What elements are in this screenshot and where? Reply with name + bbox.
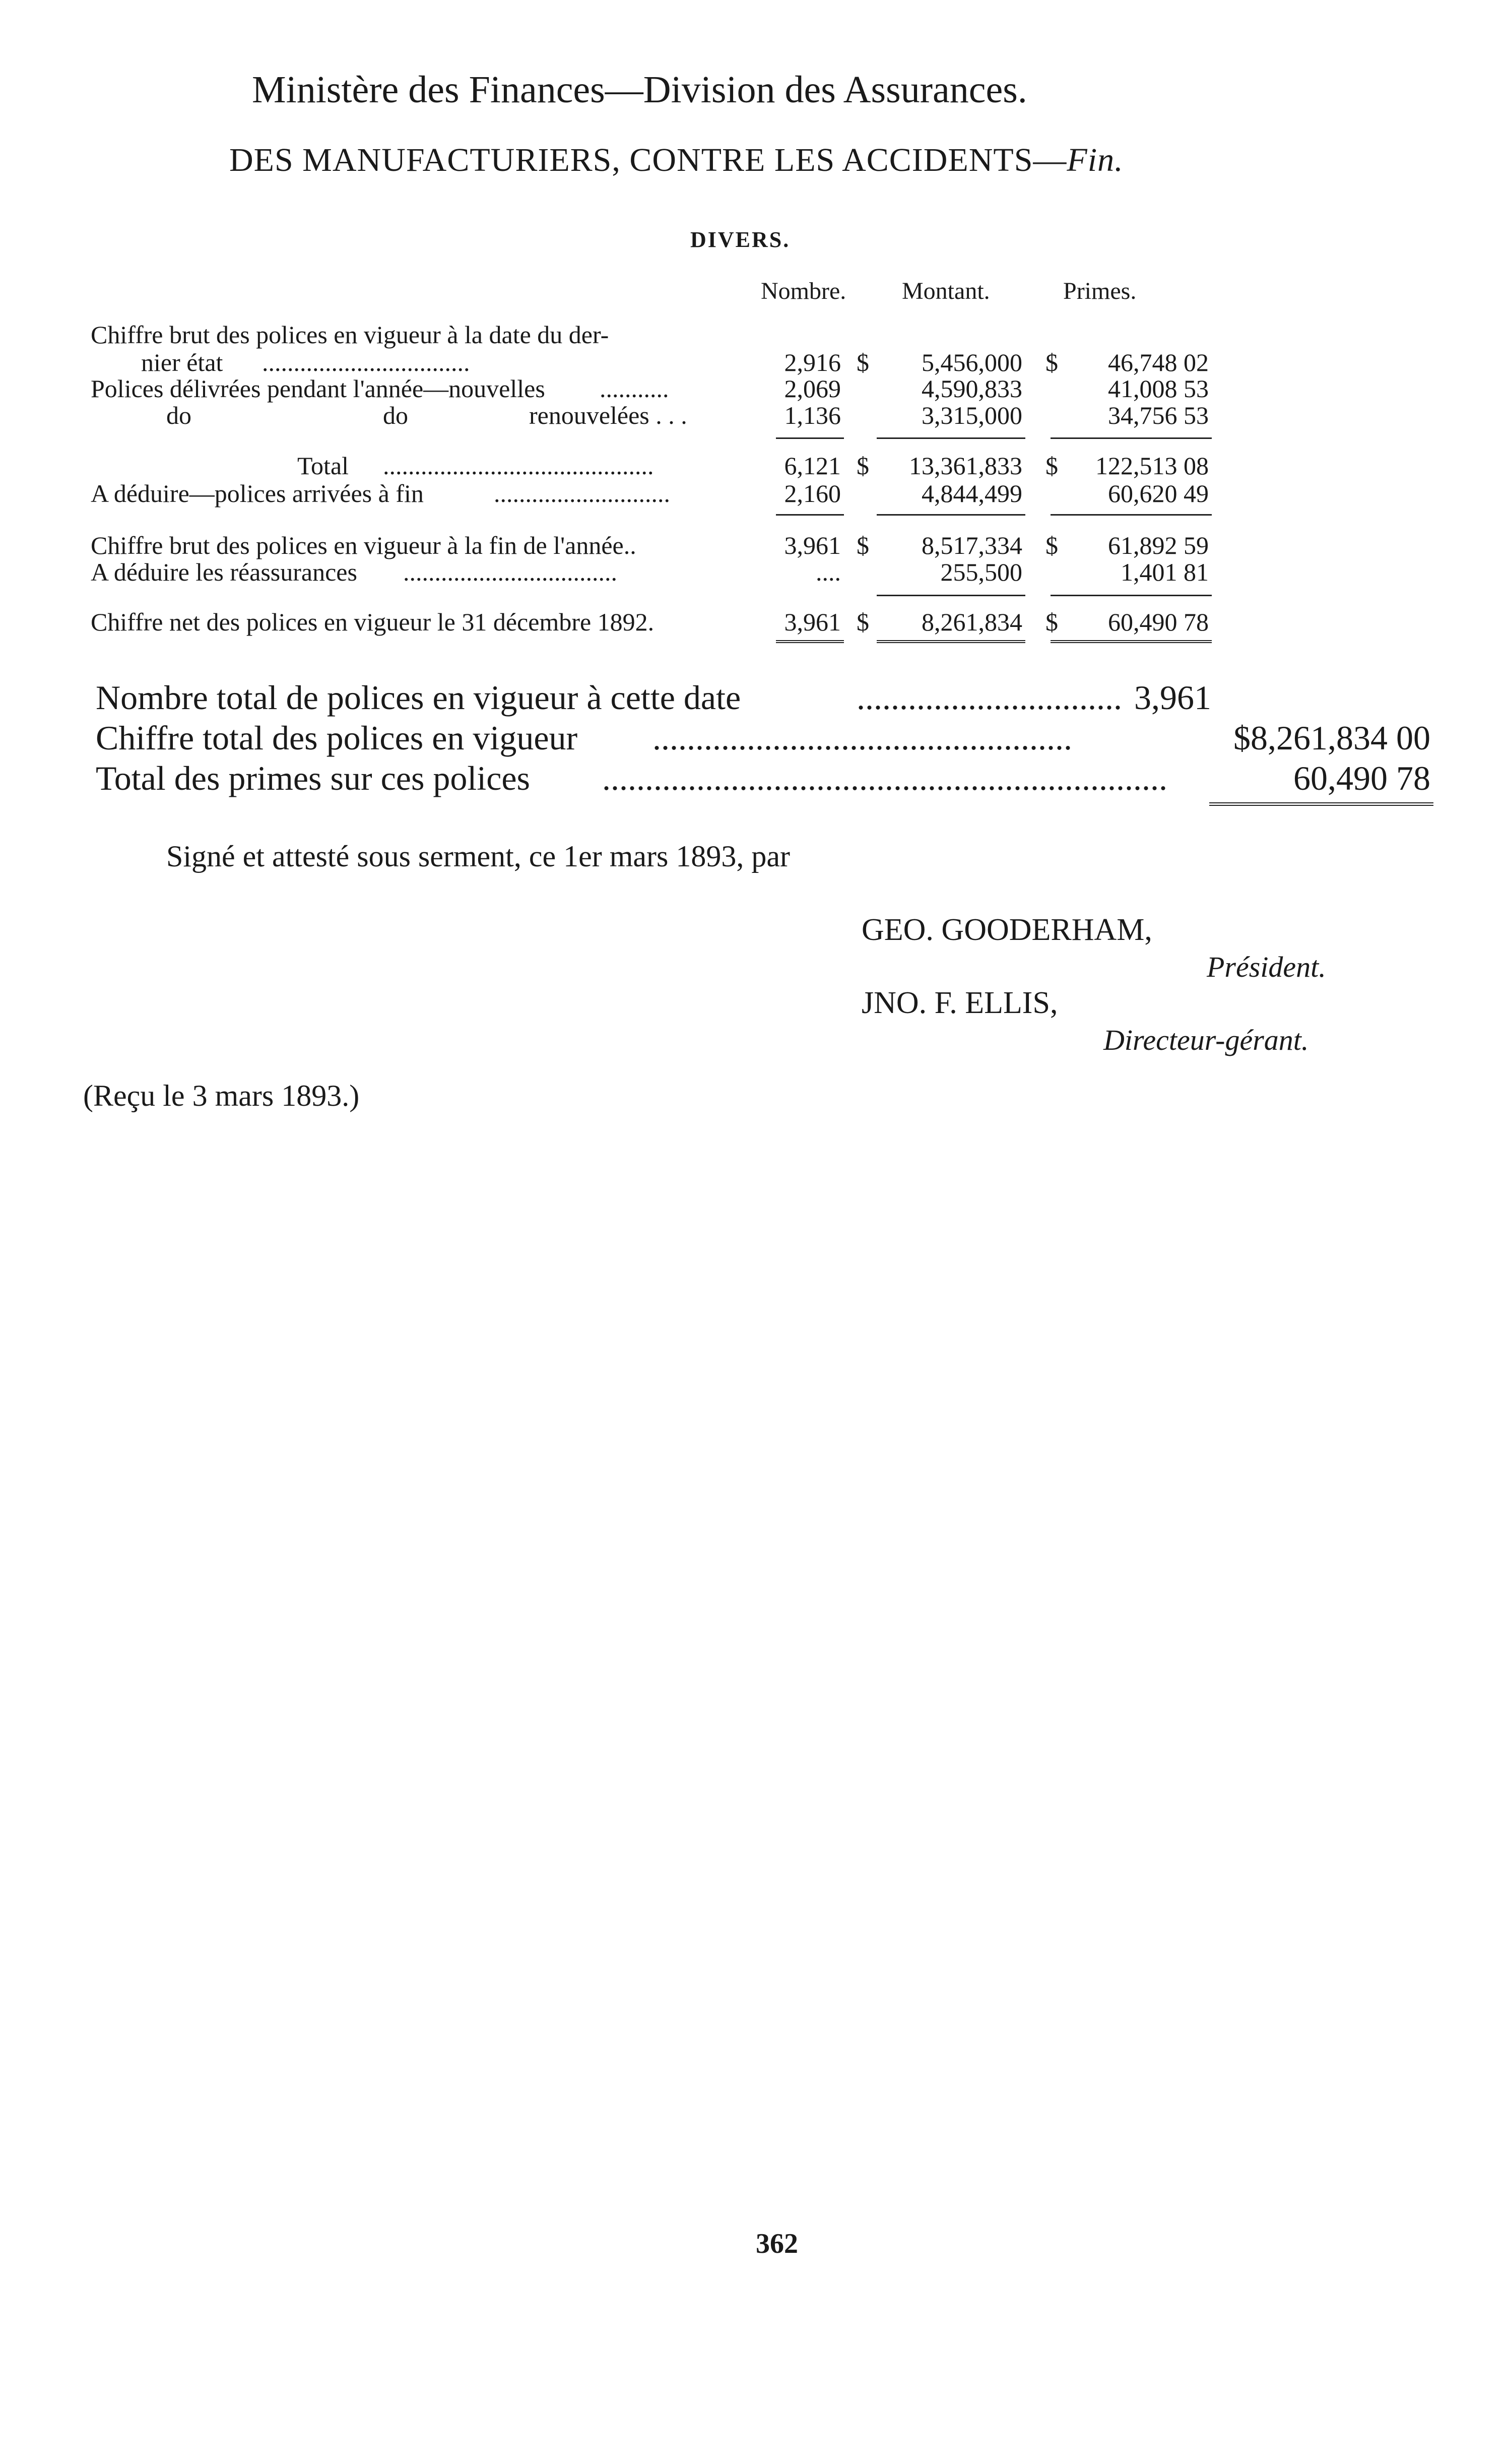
signatory-name: JNO. F. ELLIS, — [862, 986, 1058, 1020]
leader-dots: .................................. — [403, 558, 617, 586]
signatory-title: Directeur-gérant. — [1103, 1024, 1309, 1056]
cell-dollar: $ — [1045, 452, 1058, 480]
row-label: Total — [297, 452, 349, 480]
leader-dots: ........... — [600, 374, 669, 403]
summary-value: $8,261,834 00 — [1233, 719, 1430, 757]
summary-label: Chiffre total des polices en vigueur — [96, 719, 578, 757]
rule — [1051, 595, 1212, 596]
row-label: A déduire les réassurances — [91, 558, 357, 586]
cell-montant: 8,517,334 — [922, 531, 1022, 559]
row-label-cont: nier état — [141, 348, 223, 376]
rule — [1051, 437, 1212, 439]
leader-dots: ........................................... — [383, 452, 654, 480]
row-label: Chiffre net des polices en vigueur le 31 décembre 1892. — [91, 608, 654, 636]
page-title: Ministère des Finances—Division des Assurances. — [252, 69, 1027, 111]
signatory-name: GEO. GOODERHAM, — [862, 913, 1152, 947]
cell-primes: 61,892 59 — [1108, 531, 1209, 559]
cell-dollar: $ — [857, 452, 869, 480]
summary-value: 60,490 78 — [1293, 759, 1430, 797]
row-label-end: renouvelées . . . — [529, 401, 687, 429]
cell-nombre: 2,916 — [784, 348, 841, 376]
table-row — [0, 451, 1506, 480]
leader-dots: ............................ — [494, 479, 670, 508]
page-subtitle — [229, 141, 1124, 179]
cell-nombre: 3,961 — [784, 531, 841, 559]
cell-dollar: $ — [1045, 531, 1058, 559]
cell-primes: 1,401 81 — [1121, 558, 1209, 586]
col-header-montant: Montant. — [902, 278, 990, 304]
table-row — [0, 557, 1506, 587]
leader-dots: .................................................................. — [602, 759, 1167, 797]
rule — [877, 595, 1025, 596]
cell-dollar: $ — [857, 608, 869, 636]
cell-nombre: 2,069 — [784, 374, 841, 403]
summary-label: Total des primes sur ces polices — [96, 759, 531, 797]
page-number: 362 — [756, 2228, 798, 2259]
row-label-mid: do — [383, 401, 408, 429]
table-row — [0, 374, 1506, 403]
row-label: Chiffre brut des polices en vigueur à la fin de l'année.. — [91, 531, 636, 559]
rule — [776, 437, 844, 439]
cell-primes: 122,513 08 — [1095, 452, 1209, 480]
cell-dollar: $ — [1045, 348, 1058, 376]
cell-montant: 4,844,499 — [922, 479, 1022, 508]
row-label: Chiffre brut des polices en vigueur à la date du der- — [91, 321, 609, 349]
cell-montant: 13,361,833 — [909, 452, 1022, 480]
table-row — [0, 607, 1506, 637]
cell-montant: 3,315,000 — [922, 401, 1022, 429]
table-row — [0, 348, 1506, 377]
double-rule — [1209, 802, 1433, 806]
cell-nombre: .... — [816, 558, 841, 586]
cell-nombre: 6,121 — [784, 452, 841, 480]
cell-primes: 41,008 53 — [1108, 374, 1209, 403]
double-rule — [877, 640, 1025, 643]
subtitle-italic: Fin. — [1067, 142, 1124, 178]
cell-nombre: 1,136 — [784, 401, 841, 429]
double-rule — [776, 640, 844, 643]
cell-nombre: 2,160 — [784, 479, 841, 508]
table-row — [0, 531, 1506, 560]
row-label: do — [166, 401, 191, 429]
col-header-nombre: Nombre. — [761, 278, 846, 304]
cell-montant: 255,500 — [940, 558, 1022, 586]
cell-nombre: 3,961 — [784, 608, 841, 636]
cell-primes: 60,620 49 — [1108, 479, 1209, 508]
cell-dollar: $ — [1045, 608, 1058, 636]
cell-montant: 5,456,000 — [922, 348, 1022, 376]
rule — [877, 514, 1025, 516]
col-header-primes: Primes. — [1063, 278, 1137, 304]
summary-value: 3,961 — [1134, 678, 1211, 717]
leader-dots: ................................................. — [652, 719, 1072, 757]
double-rule — [1051, 640, 1212, 643]
summary-label: Nombre total de polices en vigueur à cette date — [96, 678, 741, 717]
cell-montant: 8,261,834 — [922, 608, 1022, 636]
rule — [1051, 514, 1212, 516]
cell-montant: 4,590,833 — [922, 374, 1022, 403]
signatory-title: Président. — [1207, 951, 1326, 983]
row-label: A déduire—polices arrivées à fin — [91, 479, 424, 508]
attestation-text: Signé et attesté sous serment, ce 1er mars 1893, par — [166, 840, 790, 873]
summary-line — [0, 718, 1506, 759]
summary-line — [0, 759, 1506, 799]
section-heading: DIVERS. — [690, 227, 791, 252]
cell-primes: 46,748 02 — [1108, 348, 1209, 376]
row-label: Polices délivrées pendant l'année—nouvelles — [91, 374, 545, 403]
rule — [877, 437, 1025, 439]
summary-line — [0, 678, 1506, 718]
rule — [776, 514, 844, 516]
cell-primes: 60,490 78 — [1108, 608, 1209, 636]
leader-dots: ................................. — [262, 348, 470, 376]
table-row — [0, 479, 1506, 508]
cell-dollar: $ — [857, 531, 869, 559]
cell-dollar: $ — [857, 348, 869, 376]
cell-primes: 34,756 53 — [1108, 401, 1209, 429]
table-row — [0, 401, 1506, 430]
subtitle-main: DES MANUFACTURIERS, CONTRE LES ACCIDENTS— — [229, 142, 1067, 178]
received-date: (Reçu le 3 mars 1893.) — [83, 1079, 360, 1112]
leader-dots: ............................... — [857, 678, 1122, 717]
table-row — [0, 320, 1506, 349]
